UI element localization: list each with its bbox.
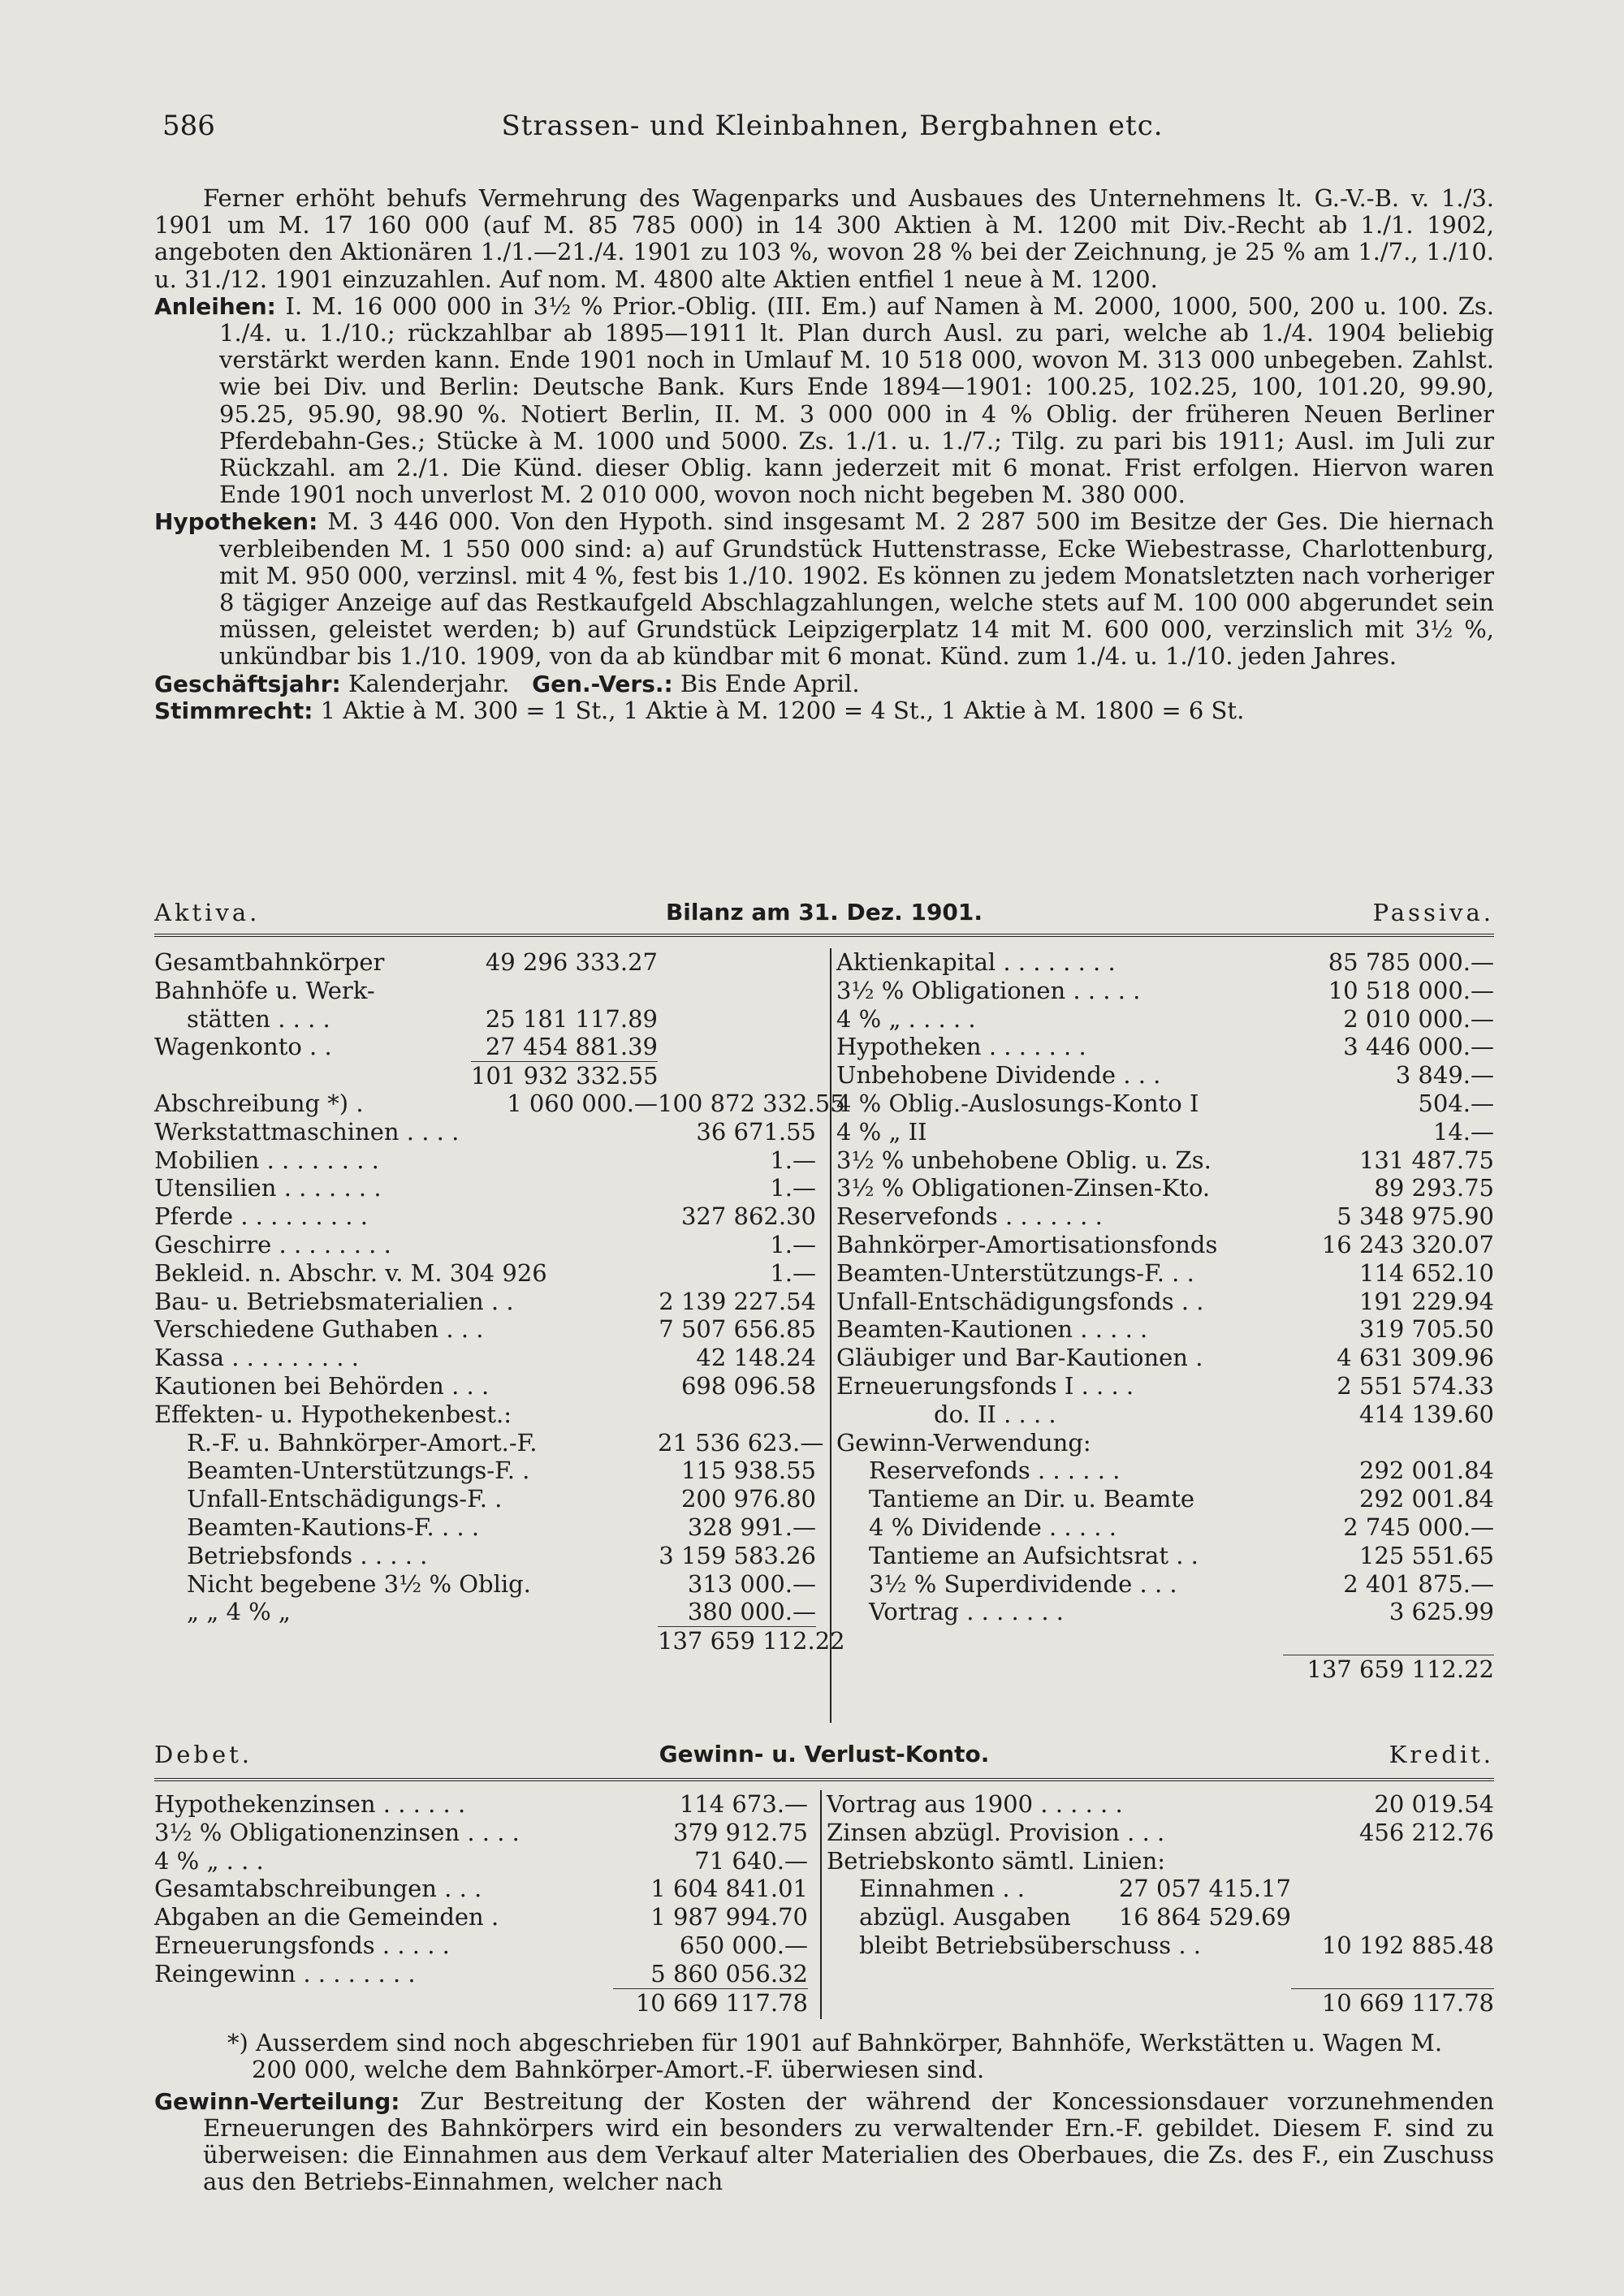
table-row [827, 1931, 1494, 1960]
debet-heading: Debet. [154, 1741, 253, 1768]
row-amount: 125 551.65 [1358, 1541, 1494, 1569]
table-row [154, 1344, 816, 1372]
row-amount: 292 001.84 [1358, 1485, 1494, 1513]
gewinn-verteilung-text: Zur Bestreitung der Kosten der während der Koncessionsdauer vorzunehmenden Erneuerungen des Bahnkörpers wird ein besonders zu verwaltender Ern.-F. gebildet. Diesem F. sind zu überweisen: die Einnahmen aus dem Verkauf alter Materialien des Oberbaues, die Zs. des F., ein Zuschuss aus den Betriebs-Einnahmen, welcher nach [203, 2087, 1494, 2195]
table-row [154, 1089, 845, 1118]
row-label: Unbehobene Dividende . . . [836, 1061, 1161, 1090]
row-amount: 14.— [1432, 1117, 1494, 1146]
anleihen-text: I. M. 16 000 000 in 3½ % Prior.-Oblig. (III. Em.) auf Namen à M. 2000, 1000, 500, 200 u. 100. Zs. 1./4. u. 1./10.; rückzahlbar ab 1895—1911 lt. Plan durch Ausl. zu pari, welche ab 1./4. 1904 beliebig verstärkt werden kann. Ende 1901 noch in Umlauf M. 10 518 000, wovon M. 313 000 unbegeben. Zahlst. wie bei Div. und Berlin: Deutsche Bank. Kurs Ende 1894—1901: 100.25, 102.25, 100, 101.20, 99.90, 95.25, 95.90, 98.90 %. Notiert Berlin, II. M. 3 000 000 in 4 % Oblig. der früheren Neuen Berliner Pferdebahn-Ges.; Stücke à M. 1000 und 5000. Zs. 1./1. u. 1./7.; Tilg. zu pari bis 1911; Ausl. im Juli zur Rückzahl. am 2./1. Die Künd. dieser Oblig. kann jederzeit mit 6 monat. Frist erfolgen. Hiervon waren Ende 1901 noch unverlost M. 2 010 000, wovon noch nicht begeben M. 380 000. [219, 291, 1494, 509]
row-amount: 504.— [1418, 1089, 1494, 1117]
row-label: Bahnhöfe u. Werk- [154, 976, 375, 1004]
table-row [836, 1259, 1494, 1288]
row-amount: 379 912.75 [672, 1818, 808, 1846]
table-row [836, 1626, 1494, 1655]
table-row [827, 1903, 1494, 1931]
row-amount: 327 862.30 [680, 1202, 816, 1231]
row-label: Werkstattmaschinen . . . . [154, 1117, 460, 1146]
row-label: Gesamtabschreibungen . . . [154, 1875, 482, 1903]
guv-top-rule [154, 1778, 1494, 1781]
row-label: Bau- u. Betriebsmaterialien . . [154, 1287, 514, 1315]
row-amount: 21 536 623.— [658, 1428, 824, 1457]
row-amount: 2 010 000.— [1343, 1004, 1494, 1033]
row-amount: 456 212.76 [1358, 1818, 1494, 1846]
table-row [154, 1174, 816, 1202]
row-label: Bahnkörper-Amortisationsfonds [836, 1230, 1218, 1258]
row-label: Reservefonds . . . . . . . [836, 1202, 1103, 1231]
guv-heading [154, 1741, 1494, 1773]
row-amount: 650 000.— [679, 1931, 808, 1959]
row-amount: 10 192 885.48 [1321, 1931, 1494, 1959]
table-row [836, 1372, 1494, 1400]
row-amount: 25 181 117.89 [485, 1004, 658, 1033]
row-amount: 1 060 000.— [507, 1089, 658, 1117]
table-row [154, 1428, 824, 1457]
guv-title: Gewinn- u. Verlust-Konto. [659, 1741, 990, 1767]
row-amount: 191 229.94 [1358, 1287, 1494, 1315]
table-row [154, 977, 816, 1005]
row-amount: 2 551 574.33 [1337, 1371, 1494, 1400]
row-amount: 114 673.— [679, 1790, 808, 1818]
row-label: Betriebsfonds . . . . . [187, 1541, 428, 1569]
table-row [827, 1875, 1494, 1903]
bilanz-top-rule [154, 934, 1494, 937]
row-label: Gesamtbahnkörper [154, 948, 385, 976]
stimmrecht-text: 1 Aktie à M. 300 = 1 St., 1 Aktie à M. 1200 = 4 St., 1 Aktie à M. 1800 = 6 St. [320, 696, 1245, 724]
row-label: Betriebskonto sämtl. Linien: [827, 1846, 1166, 1875]
row-amount: 100 872 332.55 [658, 1089, 845, 1117]
table-row [154, 1146, 816, 1175]
anleihen-paragraph [154, 293, 1494, 509]
table-row [836, 1005, 1494, 1034]
bilanz-title: Bilanz am 31. Dez. 1901. [665, 899, 983, 926]
row-label: Mobilien . . . . . . . . [154, 1146, 379, 1174]
row-amount: 42 148.24 [696, 1344, 816, 1372]
table-row [827, 1847, 1494, 1875]
row-label: Pferde . . . . . . . . . [154, 1202, 368, 1231]
table-row [154, 1960, 808, 1988]
table-row [154, 1231, 816, 1259]
row-amount: 7 507 656.85 [659, 1315, 816, 1344]
kredit-heading: Kredit. [1389, 1741, 1494, 1768]
table-row [836, 1400, 1494, 1429]
table-row [154, 1315, 816, 1344]
gen-vers-text: Bis Ende April. [680, 669, 860, 697]
table-row [154, 1033, 816, 1061]
anleihen-label: Anleihen: [154, 292, 276, 320]
row-amount: 36 671.55 [696, 1117, 816, 1146]
row-amount: 200 976.80 [680, 1485, 816, 1513]
row-label: Nicht begebene 3½ % Oblig. [187, 1569, 531, 1598]
table-row [836, 1288, 1494, 1316]
table-row [836, 1202, 1494, 1231]
row-label: Einnahmen . . [859, 1875, 1025, 1903]
table-row [836, 1061, 1494, 1090]
table-row [154, 1570, 816, 1599]
table-row [827, 1988, 1494, 2017]
row-label: Beamten-Unterstützungs-F. . . [836, 1258, 1194, 1287]
table-row [836, 1315, 1494, 1344]
table-row [827, 1790, 1494, 1819]
row-amount: 20 019.54 [1374, 1790, 1494, 1818]
row-amount: 3 849.— [1395, 1061, 1494, 1090]
row-label: Bekleid. n. Abschr. v. M. 304 926 [154, 1258, 547, 1287]
table-row [836, 1485, 1494, 1513]
row-amount: 2 401 875.— [1343, 1569, 1494, 1598]
table-row [154, 1400, 816, 1429]
geschaeftsjahr-line [154, 671, 1494, 697]
row-label: Beamten-Kautions-F. . . . [187, 1513, 480, 1541]
row-amount: 698 096.58 [680, 1371, 816, 1400]
table-row [836, 1118, 1494, 1146]
row-label: Kassa . . . . . . . . . [154, 1344, 359, 1372]
table-row [836, 1457, 1494, 1485]
hypotheken-label: Hypotheken: [154, 508, 318, 536]
table-row [154, 1847, 808, 1875]
row-label: Hypotheken . . . . . . . [836, 1033, 1086, 1061]
table-row [836, 1655, 1494, 1683]
row-amount: 16 864 529.69 [1118, 1903, 1291, 1931]
row-label: Tantieme an Aufsichtsrat . . [869, 1541, 1199, 1569]
row-amount: 131 487.75 [1358, 1146, 1494, 1174]
row-label: stätten . . . . [187, 1004, 330, 1033]
hypotheken-text: M. 3 446 000. Von den Hypoth. sind insgesamt M. 2 287 500 im Besitze der Ges. Die hiernach verbleibenden M. 1 550 000 sind: a) auf Grundstück Huttenstrasse, Ecke Wiebestrasse, Charlottenburg, mit M. 950 000, verzinsl. mit 4 %, fest bis 1./10. 1902. Es können zu jedem Monatsletzten nach vorheriger 8 tägiger Anzeige auf das Restkaufgeld Abschlagzahlungen, welche stets auf M. 100 000 abgerundet sein müssen, geleistet werden; b) auf Grundstück Leipzigerplatz 14 mit M. 600 000, verzinslich mit 3½ %, unkündbar bis 1./10. 1909, von da ab kündbar mit 6 monat. Künd. zum 1./4. u. 1./10. jeden Jahres. [219, 507, 1495, 671]
table-row [836, 1542, 1494, 1570]
row-label: Reingewinn . . . . . . . . [154, 1959, 416, 1987]
table-row [836, 1513, 1494, 1542]
row-label: 4 % Oblig.-Auslosungs-Konto I [836, 1089, 1199, 1117]
row-amount: 5 348 975.90 [1337, 1202, 1494, 1231]
row-amount: 2 139 227.54 [659, 1287, 816, 1315]
row-label: Zinsen abzügl. Provision . . . [827, 1818, 1165, 1846]
table-row [836, 1344, 1494, 1372]
debet-table [154, 1790, 808, 2016]
table-row [154, 1202, 816, 1231]
row-label: bleibt Betriebsüberschuss . . [859, 1931, 1201, 1959]
row-amount: 4 631 309.96 [1337, 1344, 1494, 1372]
row-label: 4 % „ . . . [154, 1846, 264, 1875]
row-amount: 1.— [770, 1258, 816, 1287]
row-amount: 27 454 881.39 [485, 1033, 658, 1061]
row-amount: 5 860 056.32 [650, 1959, 808, 1987]
row-label: Verschiedene Guthaben . . . [154, 1315, 484, 1344]
table-row [836, 977, 1494, 1005]
table-row [154, 1931, 808, 1960]
row-amount: 27 057 415.17 [1118, 1875, 1291, 1903]
table-row [154, 1118, 816, 1146]
footnote: *) Ausserdem sind noch abgeschrieben für 1901 auf Bahnkörper, Bahnhöfe, Werkstätten u. Wagen M. 200 000, welche dem Bahnkörper-Amort.-F. überwiesen sind. [227, 2029, 1443, 2083]
row-label: Beamten-Kautionen . . . . . [836, 1315, 1148, 1344]
row-label: Hypothekenzinsen . . . . . . [154, 1790, 466, 1818]
row-amount: 328 991.— [687, 1513, 816, 1541]
table-row [836, 1231, 1494, 1259]
table-row [154, 1819, 808, 1847]
row-amount: 71 640.— [694, 1846, 808, 1875]
table-row [154, 1988, 808, 2017]
row-amount: 2 745 000.— [1343, 1513, 1494, 1541]
table-row [154, 1485, 816, 1513]
row-label: Utensilien . . . . . . . [154, 1174, 382, 1202]
row-label: Erneuerungsfonds . . . . . [154, 1931, 450, 1959]
row-label: Wagenkonto . . [154, 1033, 332, 1061]
row-amount: 1.— [770, 1174, 816, 1202]
row-label: Reservefonds . . . . . . [869, 1457, 1121, 1485]
table-row [836, 1429, 1494, 1457]
page-header [162, 110, 1502, 150]
row-label: Unfall-Entschädigungs-F. . [187, 1485, 503, 1513]
stimmrecht-line [154, 697, 1494, 724]
hypotheken-paragraph [154, 508, 1494, 670]
row-label: 3½ % Superdividende . . . [869, 1569, 1177, 1598]
row-label: 3½ % Obligationen-Zinsen-Kto. [836, 1174, 1211, 1202]
row-amount: 49 296 333.27 [485, 948, 658, 976]
row-label: 4 % Dividende . . . . . [869, 1513, 1116, 1541]
row-label: 4 % „ . . . . . [836, 1004, 976, 1033]
row-amount: 16 243 320.07 [1321, 1230, 1494, 1258]
passiva-heading: Passiva. [1372, 899, 1494, 926]
row-label: Beamten-Unterstützungs-F. . [187, 1457, 530, 1485]
passiva-table [836, 948, 1494, 1683]
row-amount: 1.— [770, 1146, 816, 1174]
aktiva-heading: Aktiva. [154, 899, 261, 926]
intro-paragraph: Ferner erhöht behufs Vermehrung des Wagenparks und Ausbaues des Unternehmens lt. G.-V.-B. v. 1./3. 1901 um M. 17 160 000 (auf M. 85 785 000) in 14 300 Aktien à M. 1200 mit Div.-Recht ab 1./1. 1902, angeboten den Aktionären 1./1.—21./4. 1901 zu 103 %, wovon 28 % bei der Zeichnung, je 25 % am 1./7., 1./10. u. 31./12. 1901 einzuzahlen. Auf nom. M. 4800 alte Aktien entfiel 1 neue à M. 1200. [154, 184, 1494, 293]
row-label: Effekten- u. Hypothekenbest.: [154, 1400, 512, 1428]
table-row [836, 948, 1494, 977]
table-row [827, 1819, 1494, 1847]
row-amount: 292 001.84 [1358, 1457, 1494, 1485]
row-amount: 10 669 117.78 [1291, 1988, 1494, 2018]
row-amount: 313 000.— [687, 1569, 816, 1598]
table-row [836, 1090, 1494, 1118]
table-row [836, 1033, 1494, 1061]
row-label: Kautionen bei Behörden . . . [154, 1371, 490, 1400]
row-label: Geschirre . . . . . . . . [154, 1230, 391, 1258]
row-amount: 10 518 000.— [1328, 976, 1494, 1004]
row-amount: 114 652.10 [1358, 1258, 1494, 1287]
footer-text [154, 2030, 1494, 2195]
gewinn-verteilung-paragraph [154, 2088, 1494, 2195]
row-label: Aktienkapital . . . . . . . . [836, 948, 1116, 976]
row-amount: 319 705.50 [1358, 1315, 1494, 1344]
row-label: 4 % „ II [836, 1117, 927, 1146]
table-row [154, 1457, 816, 1485]
bilanz-heading [154, 899, 1494, 931]
row-amount: 3 625.99 [1389, 1598, 1494, 1626]
table-row [836, 1174, 1494, 1202]
row-amount: 1.— [770, 1230, 816, 1258]
table-row [154, 1288, 816, 1316]
row-label: 3½ % Obligationenzinsen . . . . [154, 1818, 520, 1846]
kredit-table [827, 1790, 1494, 2016]
table-row [836, 1570, 1494, 1599]
row-amount: 1 987 994.70 [650, 1903, 808, 1931]
row-label: Abgaben an die Gemeinden . [154, 1903, 499, 1931]
row-label: 3½ % unbehobene Oblig. u. Zs. [836, 1146, 1212, 1174]
bilanz-divider [830, 948, 831, 1723]
table-row [154, 1903, 808, 1931]
table-row [154, 1875, 808, 1903]
row-label: Erneuerungsfonds I . . . . [836, 1371, 1134, 1400]
geschaeftsjahr-text: Kalenderjahr. [348, 669, 510, 697]
geschaeftsjahr-label: Geschäftsjahr: [154, 670, 341, 697]
table-row [836, 1146, 1494, 1175]
row-amount: 115 938.55 [680, 1457, 816, 1485]
aktiva-table [154, 948, 845, 1655]
table-row [154, 1061, 816, 1090]
row-label: 3½ % Obligationen . . . . . [836, 976, 1141, 1004]
row-label: Vortrag aus 1900 . . . . . . [827, 1790, 1123, 1818]
table-row [154, 1598, 816, 1626]
row-label: abzügl. Ausgaben [859, 1903, 1071, 1931]
table-row [154, 1372, 816, 1400]
row-amount: 137 659 112.22 [1283, 1655, 1494, 1684]
row-amount: 1 604 841.01 [650, 1875, 808, 1903]
table-row [154, 1790, 808, 1819]
row-amount: 85 785 000.— [1328, 948, 1494, 976]
row-amount: 414 139.60 [1358, 1400, 1494, 1428]
row-label: Gläubiger und Bar-Kautionen . [836, 1344, 1203, 1372]
company-text [154, 185, 1494, 724]
table-row [154, 1005, 816, 1034]
row-amount: 10 669 117.78 [613, 1988, 808, 2018]
table-row [154, 1259, 816, 1288]
table-row [154, 1542, 816, 1570]
table-row [154, 1626, 845, 1655]
stimmrecht-label: Stimmrecht: [154, 697, 313, 724]
page-number: 586 [162, 110, 215, 142]
row-amount: 101 932 332.55 [471, 1062, 659, 1090]
running-title: Strassen- und Kleinbahnen, Bergbahnen etc. [501, 110, 1164, 142]
table-row [154, 1513, 816, 1542]
table-row [154, 948, 816, 977]
gen-vers-label: Gen.-Vers.: [532, 670, 673, 697]
guv-divider [820, 1790, 822, 2019]
table-row [836, 1598, 1494, 1626]
row-amount: 137 659 112.22 [658, 1627, 845, 1655]
table-row [827, 1960, 1494, 1988]
row-label: do. II . . . . [934, 1400, 1056, 1428]
gewinn-verteilung-label: Gewinn-Verteilung: [154, 2088, 400, 2115]
row-label: Gewinn-Verwendung: [836, 1428, 1091, 1457]
row-label: Unfall-Entschädigungsfonds . . [836, 1287, 1204, 1315]
row-amount: 3 159 583.26 [659, 1541, 816, 1569]
row-label: „ „ 4 % „ [187, 1598, 291, 1626]
row-amount: 380 000.— [687, 1598, 816, 1626]
row-label: R.-F. u. Bahnkörper-Amort.-F. [187, 1428, 538, 1457]
row-amount: 3 446 000.— [1343, 1033, 1494, 1061]
row-label: Abschreibung *) . [154, 1089, 364, 1117]
row-label: Tantieme an Dir. u. Beamte [869, 1485, 1195, 1513]
row-amount: 89 293.75 [1374, 1174, 1494, 1202]
row-label: Vortrag . . . . . . . [869, 1598, 1065, 1626]
